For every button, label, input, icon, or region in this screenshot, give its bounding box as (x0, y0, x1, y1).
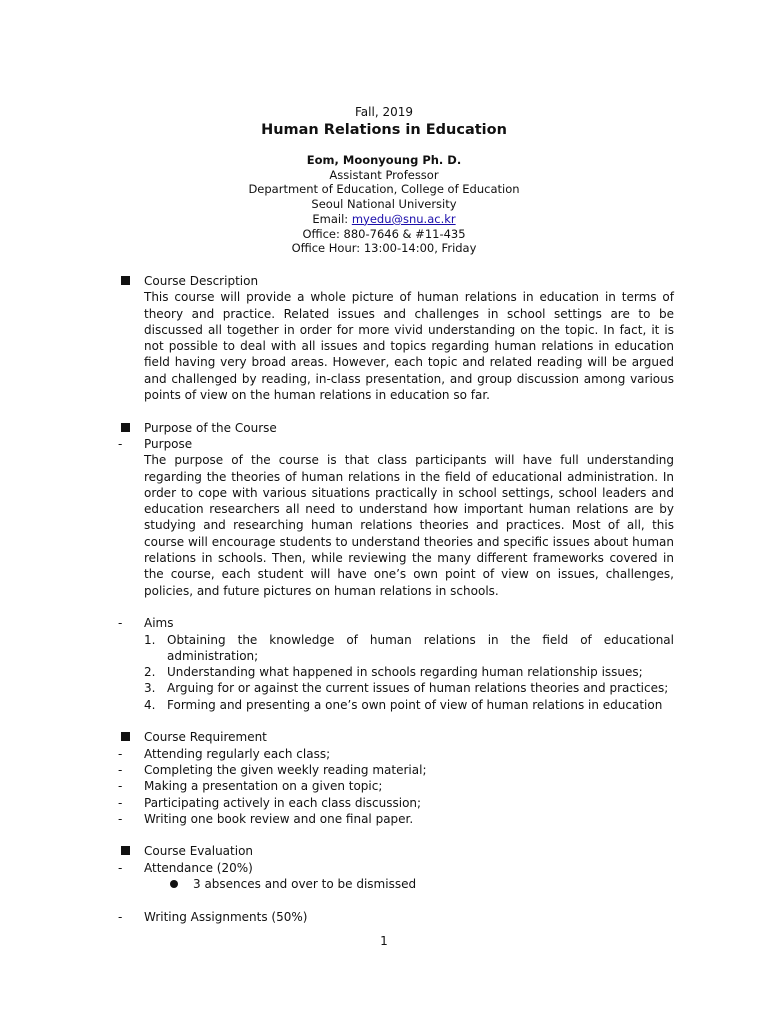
dash-marker: - (118, 909, 123, 924)
section-heading: Course Requirement (144, 730, 267, 745)
dash-marker: - (118, 436, 123, 451)
dash-marker: - (118, 779, 123, 794)
requirement-item: - Writing one book review and one final paper. (118, 811, 414, 826)
aims-subheading: - Aims (118, 616, 174, 631)
aim-item: 2. Understanding what happened in schools regarding human relationship issues; (144, 665, 643, 680)
purpose-subheading: - Purpose (118, 436, 193, 451)
syllabus-body (118, 273, 674, 925)
requirement-item: - Making a presentation on a given topic; (118, 779, 383, 794)
evaluation-writing: - Writing Assignments (50%) (118, 909, 308, 924)
dash-marker: - (118, 616, 123, 631)
instructor-office: Office: 880-7646 & #11-435 (302, 226, 466, 241)
evaluation-attendance: - Attendance (20%) (118, 860, 253, 875)
square-bullet-icon (121, 276, 130, 285)
email-link[interactable]: myedu@snu.ac.kr (351, 211, 456, 226)
aim-item: 3. Arguing for or against the current issues of human relations theories and practices; (144, 681, 669, 696)
section-heading: Course Evaluation (144, 844, 254, 859)
section-course-requirement (118, 729, 674, 745)
requirement-item: - Completing the given weekly reading material; (118, 762, 427, 777)
instructor-department: Department of Education, College of Education (248, 182, 520, 197)
aim-item: 4. Forming and presenting a one’s own point of view of human relations in education (144, 697, 663, 712)
course-description-text: This course will provide a whole picture of human relations in education in terms of theory and practice. Related issues and challenges in school settings are to be discussed all together in order for more vivid understanding on the topic. In fact, it is not possible to deal with all issues and topics regarding human relations in education field having very broad areas. However, each topic and related reading will be argued and challenged by reading, in-class presentation, and group discussion among various points of view on the human relations in education so far. (144, 290, 674, 403)
section-course-evaluation (118, 843, 674, 859)
dash-marker: - (118, 795, 123, 810)
instructor-name: Eom, Moonyoung Ph. D. (306, 153, 462, 167)
email-label: Email: (312, 211, 349, 226)
aim-item: 1. Obtaining the knowledge of human relations in the field of educational administration; (144, 632, 674, 663)
semester: Fall, 2019 (355, 105, 413, 119)
section-heading: Purpose of the Course (144, 420, 277, 435)
square-bullet-icon (121, 732, 130, 741)
instructor-university: Seoul National University (311, 197, 457, 212)
instructor-office-hour: Office Hour: 13:00-14:00, Friday (291, 241, 477, 256)
instructor-email-line (0, 212, 768, 227)
requirement-item: - Attending regularly each class; (118, 746, 331, 761)
dash-marker: - (118, 762, 123, 777)
instructor-info (0, 153, 768, 256)
aims-list (144, 632, 674, 713)
square-bullet-icon (121, 846, 130, 855)
square-bullet-icon (121, 423, 130, 432)
section-heading: Course Description (144, 274, 259, 288)
round-bullet-icon (170, 880, 178, 888)
course-title: Human Relations in Education (261, 122, 507, 138)
requirement-item: - Participating actively in each class discussion; (118, 795, 422, 810)
section-course-description (118, 273, 674, 289)
purpose-text: The purpose of the course is that class participants will have full understanding regarding the theories of human relations in the field of educational administration. In order to cope with various situations practically in school settings, school leaders and education researchers all need to understand how important human relations are by studying and researching human relations theories and practices. Most of all, this course will encourage students to understand theories and specific issues about human relations in schools. Then, while reviewing the many different frameworks covered in the course, each student will have one’s own point of view on issues, challenges, policies, and future pictures on human relations in schools. (144, 453, 674, 598)
instructor-position: Assistant Professor (329, 167, 439, 182)
dash-marker: - (118, 860, 123, 875)
dash-marker: - (118, 811, 123, 826)
dash-marker: - (118, 746, 123, 761)
section-purpose (118, 420, 674, 436)
page-number: 1 (380, 934, 388, 948)
attendance-note: 3 absences and over to be dismissed (118, 876, 674, 892)
